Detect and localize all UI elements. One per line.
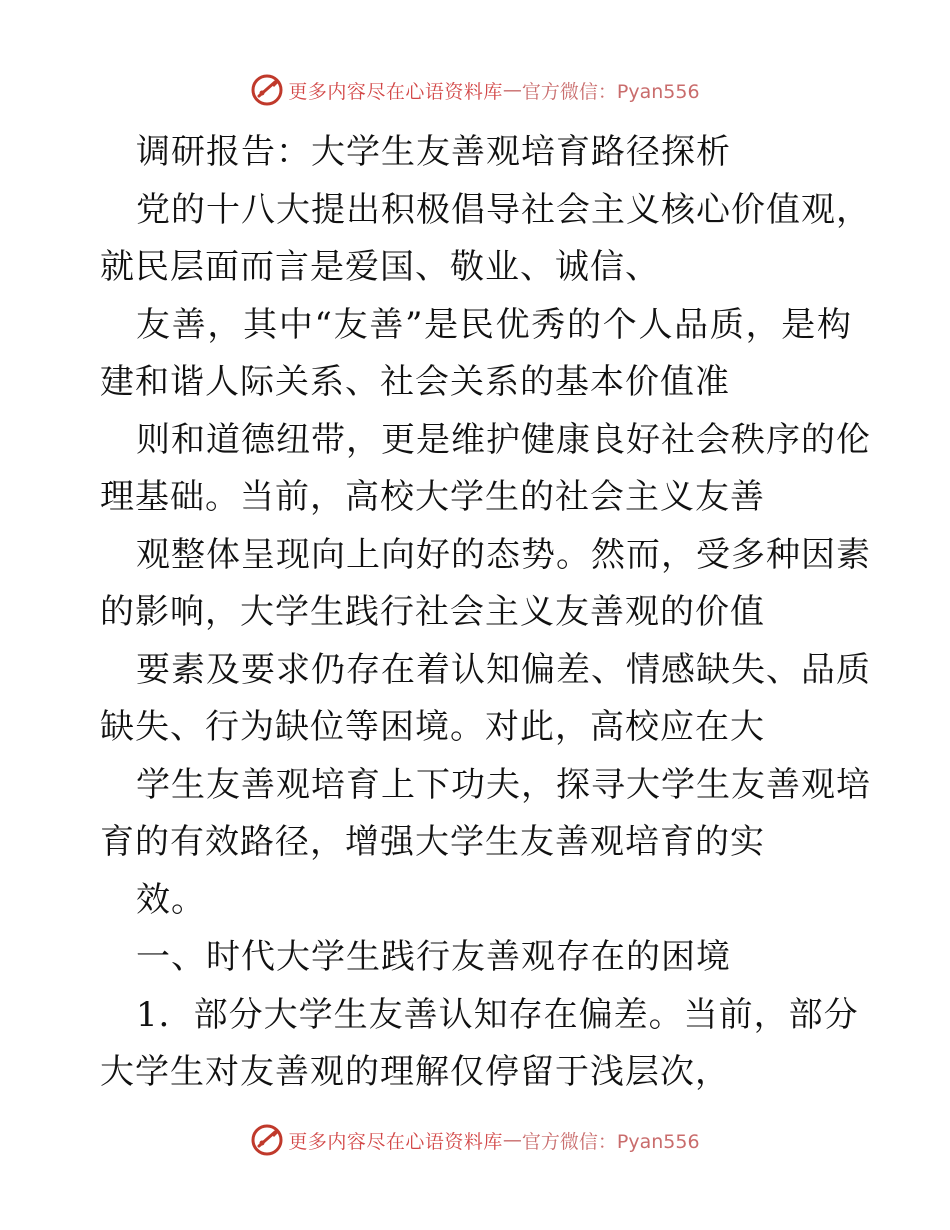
logo-icon (250, 73, 284, 107)
text-line: 就民层面而言是爱国、敬业、诚信、 (100, 247, 660, 287)
text-line: 观整体呈现向上向好的态势。然而，受多种因素 (136, 534, 871, 575)
watermark-main-text: 更多内容尽在心语资料库 (288, 80, 503, 103)
text-line: 要素及要求仍存在着认知偏差、情感缺失、品质 (136, 649, 871, 690)
text-line: 缺失、行为缺位等困境。对此，高校应在大 (100, 707, 765, 747)
document-title: 调研报告：大学生友善观培育路径探析 (136, 132, 731, 172)
watermark-separator: — (502, 1129, 522, 1151)
watermark-suffix-text: 官方微信：Pyan556 (521, 80, 700, 103)
text-line: 友善，其中“友善”是民优秀的个人品质，是构 (136, 304, 852, 345)
watermark-footer (0, 1120, 950, 1160)
text-line: 的影响，大学生践行社会主义友善观的价值 (100, 592, 765, 632)
text-line: 学生友善观培育上下功夫，探寻大学生友善观培 (136, 764, 871, 805)
watermark-suffix-text: 官方微信：Pyan556 (521, 1130, 700, 1153)
text-line: 1．部分大学生友善认知存在偏差。当前，部分 (136, 994, 859, 1035)
watermark-header (0, 70, 950, 110)
section-heading: 一、时代大学生践行友善观存在的困境 (136, 937, 731, 977)
document-body (100, 124, 871, 1102)
text-line: 建和谐人际关系、社会关系的基本价值准 (100, 362, 730, 402)
logo-icon (250, 1123, 284, 1157)
watermark-separator: — (502, 79, 522, 101)
text-line: 理基础。当前，高校大学生的社会主义友善 (100, 477, 765, 517)
text-line: 则和道德纽带，更是维护健康良好社会秩序的伦 (136, 419, 871, 460)
text-line: 大学生对友善观的理解仅停留于浅层次， (100, 1052, 730, 1092)
text-line: 效。 (136, 879, 206, 920)
watermark-main-text: 更多内容尽在心语资料库 (288, 1130, 503, 1153)
text-line: 育的有效路径，增强大学生友善观培育的实 (100, 822, 765, 862)
text-line: 党的十八大提出积极倡导社会主义核心价值观， (136, 189, 871, 230)
